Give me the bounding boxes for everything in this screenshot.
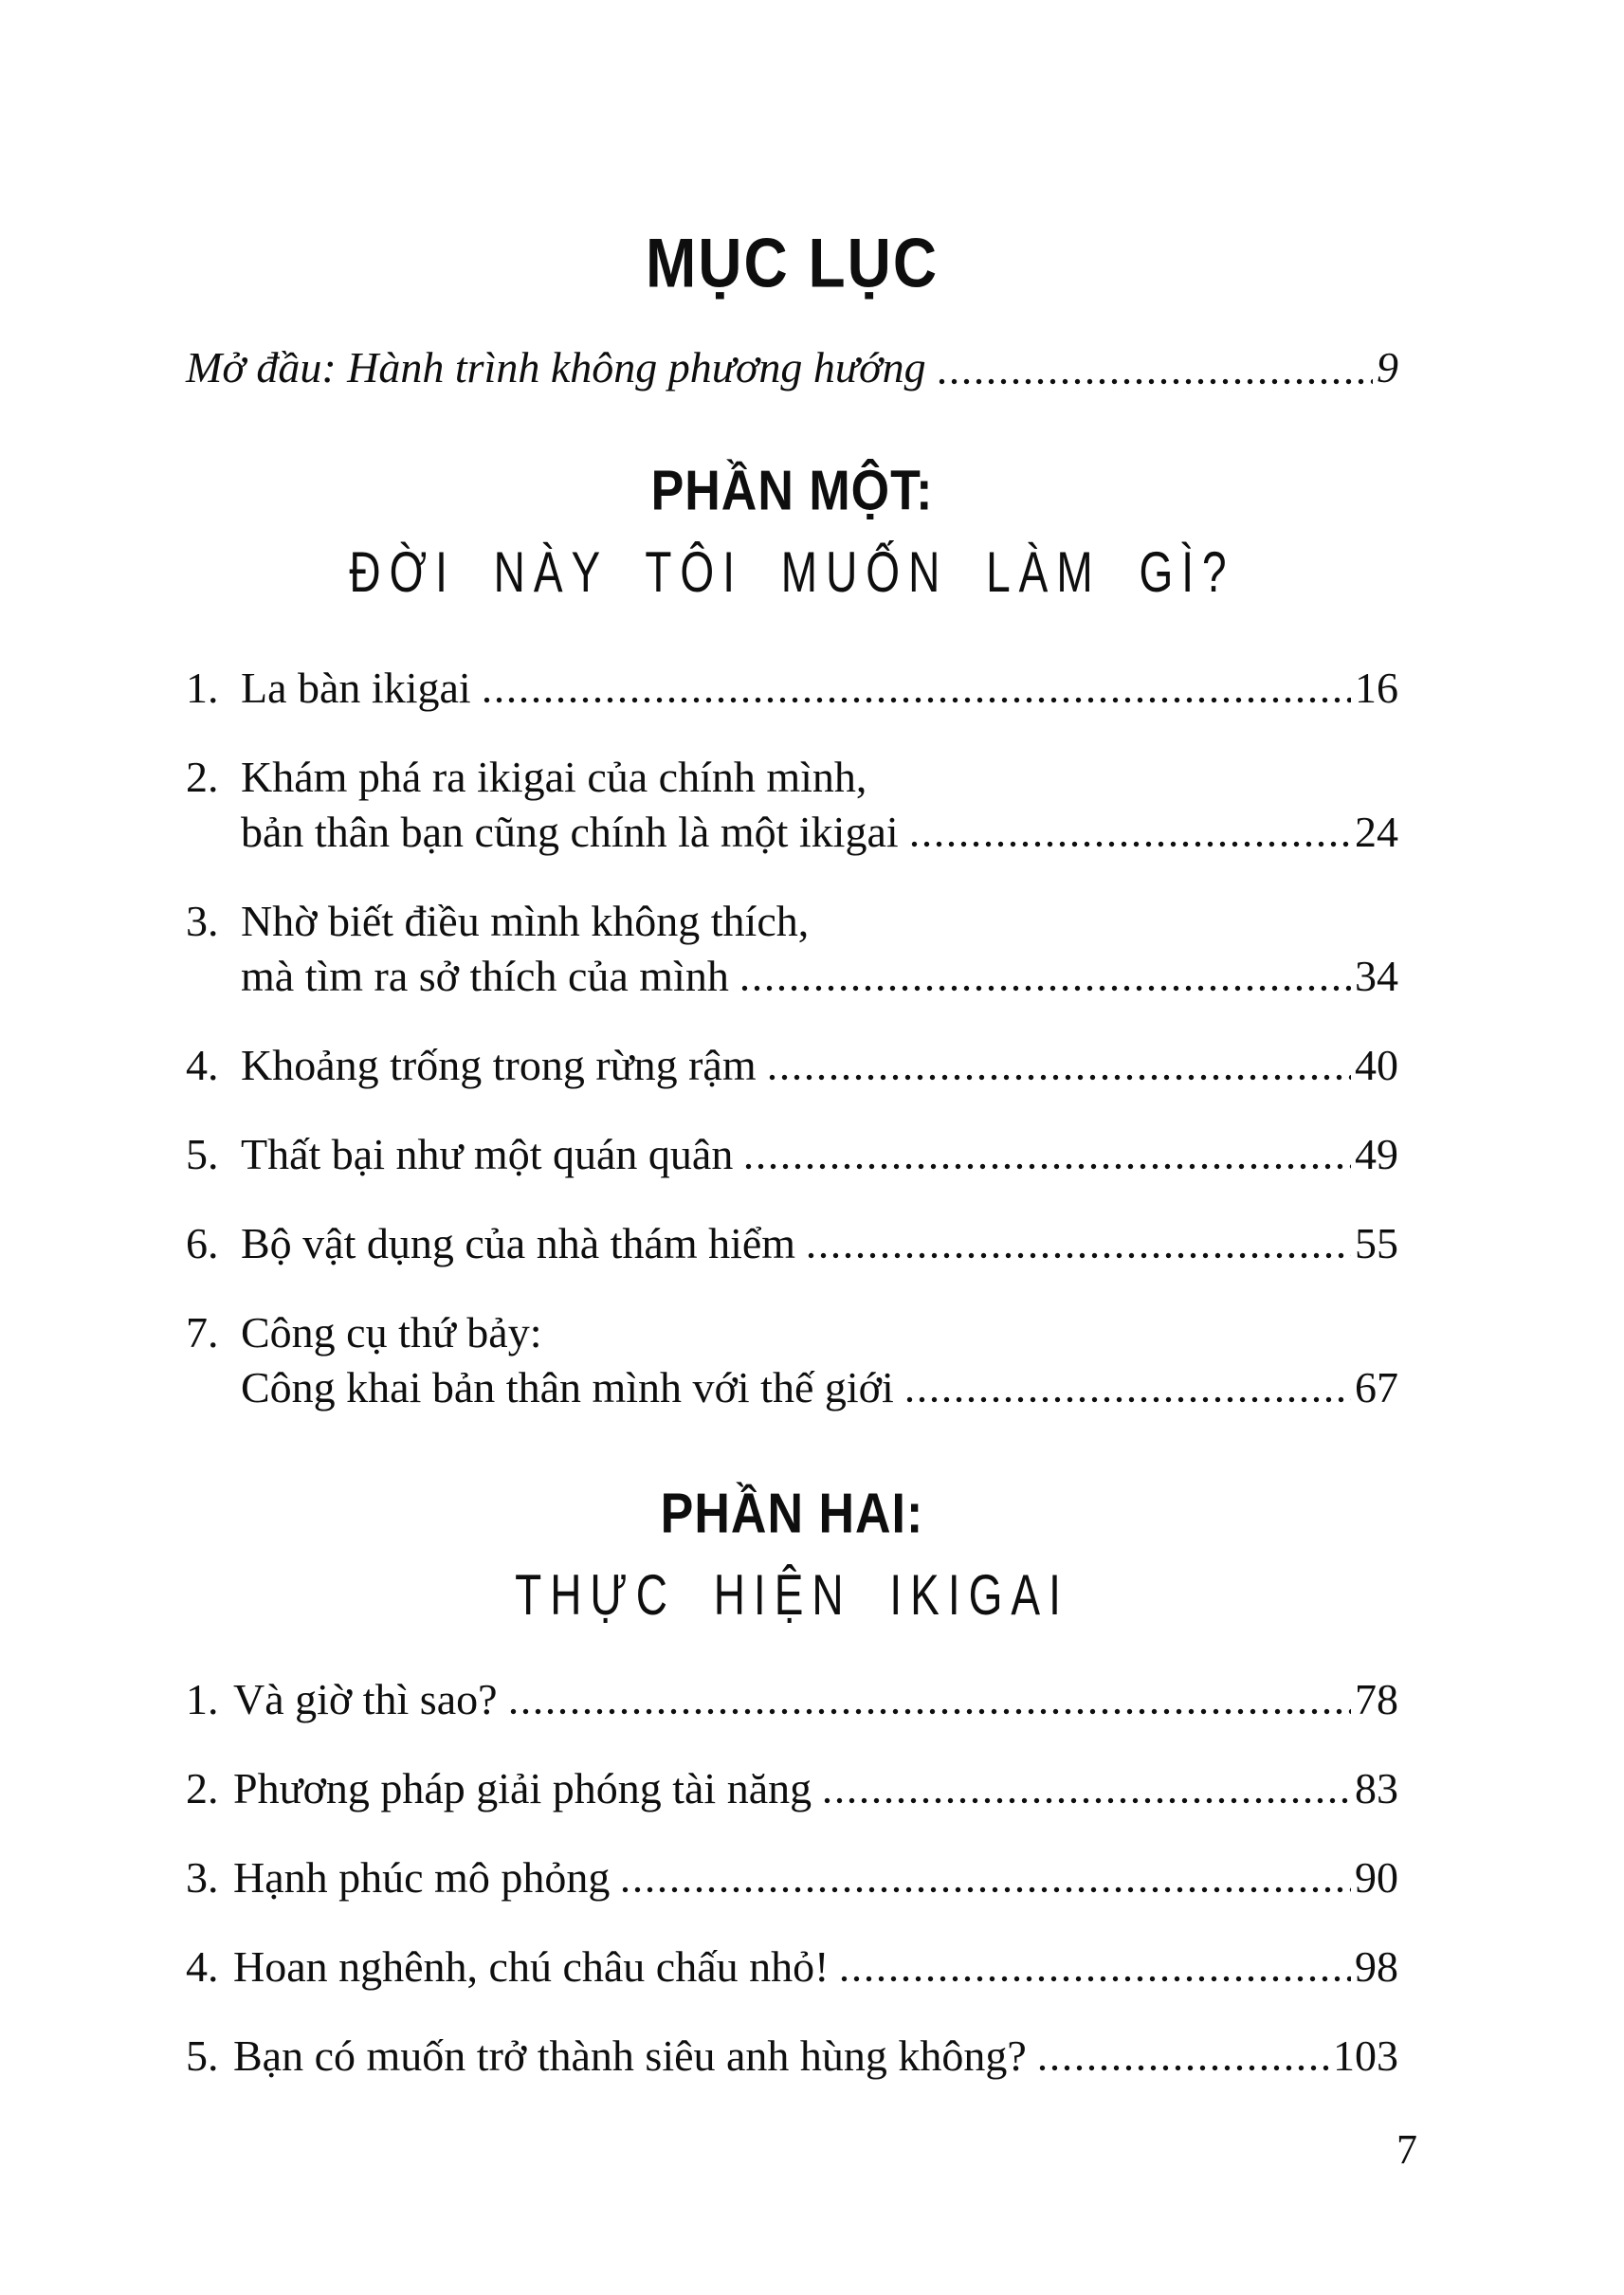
- toc-item: [186, 1305, 1398, 1415]
- toc-item-page: 55: [1355, 1219, 1398, 1267]
- toc-item-page: 24: [1355, 808, 1398, 856]
- toc-item: [186, 1940, 1398, 1994]
- toc-item-number: 1.: [186, 1675, 219, 1723]
- dot-leader: [1036, 2065, 1329, 2071]
- dot-leader: [507, 1708, 1351, 1715]
- toc-intro-label: Mở đầu: Hành trình không phương hướng: [186, 343, 926, 392]
- part1-heading-text: PHẦN MỘT:: [650, 459, 934, 523]
- toc-item-line: [233, 1940, 1398, 1994]
- toc-item-line: [241, 1305, 1398, 1360]
- toc-item-line: [241, 949, 1398, 1004]
- toc-item-body: [233, 2029, 1398, 2084]
- part2-heading-text: PHẦN HAI:: [660, 1482, 924, 1546]
- toc-item-line: [241, 1216, 1398, 1271]
- dot-leader: [821, 1797, 1351, 1804]
- toc-item-text: Thất bại như một quán quân: [241, 1130, 734, 1178]
- toc-item-line: [241, 1360, 1398, 1415]
- toc-item-text: Hoan nghênh, chú châu chấu nhỏ!: [233, 1942, 830, 1991]
- toc-item-text: Công khai bản thân mình với thế giới: [241, 1363, 894, 1412]
- part2-item-list: [186, 1672, 1398, 2084]
- toc-item-line: [233, 1672, 1398, 1727]
- toc-item-page: 40: [1355, 1041, 1398, 1089]
- page-title: [186, 223, 1398, 302]
- toc-item-body: [233, 1761, 1398, 1816]
- dot-leader: [805, 1252, 1351, 1259]
- toc-item-page: 49: [1355, 1130, 1398, 1178]
- toc-item-number: 3.: [186, 1853, 219, 1902]
- toc-item-text: Hạnh phúc mô phỏng: [233, 1853, 611, 1902]
- dot-leader: [766, 1074, 1351, 1081]
- toc-item-line: [241, 1127, 1398, 1182]
- toc-item-number: 4.: [186, 1942, 219, 1991]
- toc-item-text: Phương pháp giải phóng tài năng: [233, 1764, 812, 1812]
- toc-item-line: [233, 2029, 1398, 2084]
- toc-item-line: [241, 750, 1398, 805]
- toc-item-number: 5.: [186, 2031, 219, 2080]
- part2-subheading-text: THỰC HIỆN IKIGAI: [515, 1561, 1069, 1628]
- toc-item-body: [241, 1216, 1398, 1271]
- toc-item-number: 3.: [186, 897, 219, 945]
- dot-leader: [838, 1976, 1351, 1982]
- toc-item-number: 5.: [186, 1130, 219, 1178]
- toc-item-body: [241, 1038, 1398, 1093]
- dot-leader: [619, 1886, 1351, 1893]
- toc-item: [186, 1850, 1398, 1905]
- toc-item: [186, 1216, 1398, 1271]
- part1-item-list: [186, 661, 1398, 1415]
- toc-item: [186, 1038, 1398, 1093]
- toc-item: [186, 894, 1398, 1004]
- toc-item: [186, 750, 1398, 860]
- toc-item-page: 34: [1355, 952, 1398, 1000]
- toc-item-page: 67: [1355, 1363, 1398, 1412]
- toc-item-body: [241, 661, 1398, 716]
- toc-item-text: bản thân bạn cũng chính là một ikigai: [241, 808, 899, 856]
- toc-item-number: 2.: [186, 753, 219, 801]
- toc-item: [186, 1761, 1398, 1816]
- toc-item-line: [241, 1038, 1398, 1093]
- toc-item-text: Và giờ thì sao?: [233, 1675, 498, 1723]
- toc-item-text: Bộ vật dụng của nhà thám hiểm: [241, 1219, 796, 1267]
- part2-subheading: [186, 1560, 1398, 1634]
- toc-item-body: [233, 1940, 1398, 1994]
- toc-item-body: [241, 894, 1398, 1004]
- toc-item-line: [241, 894, 1398, 949]
- toc-item-body: [241, 1127, 1398, 1182]
- toc-item-page: 16: [1355, 664, 1398, 712]
- toc-item-line: [241, 805, 1398, 860]
- toc-item: [186, 661, 1398, 716]
- toc-item-body: [241, 750, 1398, 860]
- part1-subheading-text: ĐỜI NÀY TÔI MUỐN LÀM GÌ?: [349, 538, 1235, 605]
- toc-item-text: Khám phá ra ikigai của chính mình,: [241, 753, 867, 801]
- page-number: 7: [1396, 2126, 1417, 2173]
- toc-item-text: mà tìm ra sở thích của mình: [241, 952, 729, 1000]
- toc-item-number: 1.: [186, 664, 219, 712]
- toc-intro-entry: [186, 338, 1398, 397]
- toc-item-page: 78: [1355, 1675, 1398, 1723]
- toc-item: [186, 1127, 1398, 1182]
- toc-item: [186, 1672, 1398, 1727]
- toc-item-line: [241, 661, 1398, 716]
- dot-leader: [481, 697, 1351, 703]
- part2-heading: [186, 1482, 1398, 1547]
- toc-item-page: 98: [1355, 1942, 1398, 1991]
- toc-item-number: 7.: [186, 1308, 219, 1357]
- toc-item-page: 103: [1333, 2031, 1398, 2080]
- dot-leader: [908, 841, 1351, 847]
- toc-item-number: 2.: [186, 1764, 219, 1812]
- toc-intro-page: 9: [1377, 343, 1398, 392]
- toc-item-number: 4.: [186, 1041, 219, 1089]
- toc-item-line: [233, 1850, 1398, 1905]
- toc-content: [186, 223, 1398, 2084]
- part1-subheading: [186, 537, 1398, 611]
- toc-item-body: [233, 1672, 1398, 1727]
- toc-item-page: 83: [1355, 1764, 1398, 1812]
- dot-leader: [936, 378, 1373, 385]
- toc-item-text: Công cụ thứ bảy:: [241, 1308, 542, 1357]
- part1-heading: [186, 459, 1398, 524]
- toc-item-text: Bạn có muốn trở thành siêu anh hùng không?: [233, 2031, 1027, 2080]
- dot-leader: [739, 985, 1351, 992]
- toc-item-line: [233, 1761, 1398, 1816]
- dot-leader: [903, 1396, 1351, 1403]
- toc-item-text: La bàn ikigai: [241, 664, 471, 712]
- toc-item: [186, 2029, 1398, 2084]
- toc-item-body: [241, 1305, 1398, 1415]
- toc-item-text: Khoảng trống trong rừng rậm: [241, 1041, 757, 1089]
- dot-leader: [742, 1163, 1351, 1170]
- toc-item-number: 6.: [186, 1219, 219, 1267]
- page-title-text: MỤC LỤC: [645, 223, 940, 302]
- toc-item-text: Nhờ biết điều mình không thích,: [241, 897, 810, 945]
- toc-item-page: 90: [1355, 1853, 1398, 1902]
- toc-item-body: [233, 1850, 1398, 1905]
